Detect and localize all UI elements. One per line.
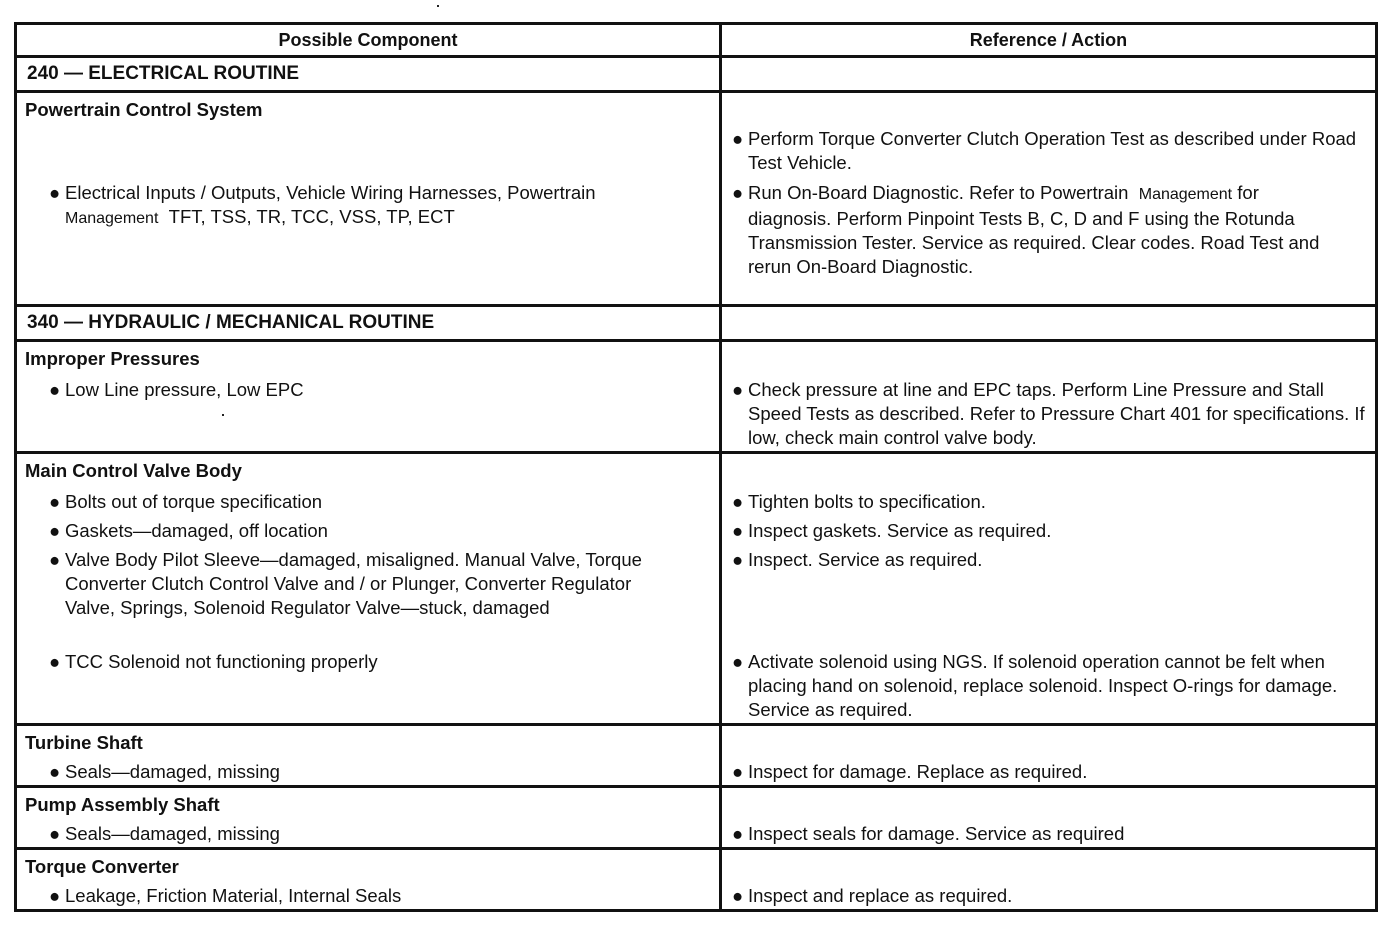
table-row-powertrain — [16, 92, 1377, 306]
component-cell — [16, 725, 721, 787]
header-reference-action: Reference / Action — [721, 24, 1377, 57]
component-item: ● TCC Solenoid not functioning properly — [49, 651, 378, 672]
empty-cell — [721, 306, 1377, 341]
table-row-turbine — [16, 725, 1377, 787]
component-item: ● Electrical Inputs / Outputs, Vehicle Wiring Harnesses, Powertrain Management TFT, TSS, TR, TCC, VSS, TP, ECT — [49, 182, 596, 227]
component-cell — [16, 92, 721, 306]
header-possible-component: Possible Component — [16, 24, 721, 57]
bullet-icon: ● — [49, 549, 61, 570]
action-item: ● Inspect for damage. Replace as required. — [732, 761, 1088, 782]
section-title-electrical: 240 — ELECTRICAL ROUTINE — [16, 57, 721, 92]
component-item: ● Valve Body Pilot Sleeve—damaged, misaligned. Manual Valve, Torque Converter Clutch Control Valve and / or Plunger, Converter Regulator Valve, Springs, Solenoid Regulator Valve—stuck, damaged — [49, 549, 642, 618]
table-row-converter — [16, 849, 1377, 911]
action-item: ● Run On-Board Diagnostic. Refer to Powertrain Management for diagnosis. Perform Pinpoint Tests B, C, D and F using the Rotunda Transmission Tester. Service as required. Clear codes. Road Test and rerun On-Board Diagnostic. — [732, 182, 1320, 277]
bullet-icon: ● — [732, 885, 744, 906]
bullet-icon: ● — [49, 520, 61, 541]
component-heading: Improper Pressures — [25, 348, 200, 369]
bullet-icon: ● — [49, 885, 61, 906]
component-item: ● Leakage, Friction Material, Internal Seals — [49, 885, 402, 906]
component-item: ● Bolts out of torque specification — [49, 491, 323, 512]
empty-cell — [721, 57, 1377, 92]
bullet-icon: ● — [732, 182, 744, 203]
component-item: ● Seals—damaged, missing — [49, 823, 280, 844]
action-cell — [721, 849, 1377, 911]
action-item: ● Inspect and replace as required. — [732, 885, 1013, 906]
component-heading: Main Control Valve Body — [25, 460, 242, 481]
component-cell — [16, 787, 721, 849]
bullet-icon: ● — [49, 823, 61, 844]
action-item: ● Tighten bolts to specification. — [732, 491, 986, 512]
action-item: ● Activate solenoid using NGS. If solenoid operation cannot be felt when placing hand on solenoid, replace solenoid. Inspect O-rings for damage. Service as required. — [732, 651, 1338, 720]
bullet-icon: ● — [49, 379, 61, 400]
bullet-icon: ● — [732, 549, 744, 570]
stray-mark — [222, 414, 224, 416]
bullet-icon: ● — [49, 761, 61, 782]
action-item: ● Check pressure at line and EPC taps. Perform Line Pressure and Stall Speed Tests as described. Refer to Pressure Chart 401 for specifications. If low, check main control valve body. — [732, 379, 1365, 448]
table-row-valve-body — [16, 453, 1377, 725]
action-cell — [721, 725, 1377, 787]
bullet-icon: ● — [732, 520, 744, 541]
bullet-icon: ● — [732, 651, 744, 672]
section-row-hydraulic — [16, 306, 1377, 341]
component-heading: Turbine Shaft — [25, 732, 143, 753]
stray-mark — [437, 5, 439, 7]
component-cell — [16, 849, 721, 911]
section-title-hydraulic: 340 — HYDRAULIC / MECHANICAL ROUTINE — [16, 306, 721, 341]
bullet-icon: ● — [49, 491, 61, 512]
component-heading: Powertrain Control System — [25, 99, 263, 120]
action-item: ● Inspect. Service as required. — [732, 549, 983, 570]
bullet-icon: ● — [49, 651, 61, 672]
action-cell — [721, 787, 1377, 849]
bullet-icon: ● — [732, 491, 744, 512]
action-item: ● Perform Torque Converter Clutch Operation Test as described under Road Test Vehicle. — [732, 128, 1357, 173]
bullet-icon: ● — [732, 823, 744, 844]
bullet-icon: ● — [732, 379, 744, 400]
component-heading: Pump Assembly Shaft — [25, 794, 220, 815]
bullet-icon: ● — [732, 761, 744, 782]
action-cell — [721, 453, 1377, 725]
table-row-pump — [16, 787, 1377, 849]
bullet-icon: ● — [732, 128, 744, 149]
component-cell — [16, 453, 721, 725]
component-item: ● Gaskets—damaged, off location — [49, 520, 328, 541]
section-row-electrical — [16, 57, 1377, 92]
component-heading: Torque Converter — [25, 856, 179, 877]
table-row-pressures — [16, 341, 1377, 453]
header-row — [16, 24, 1377, 57]
component-item: ● Seals—damaged, missing — [49, 761, 280, 782]
diagnosis-table — [14, 22, 1378, 912]
component-cell — [16, 341, 721, 453]
bullet-icon: ● — [49, 182, 61, 203]
component-item: ● Low Line pressure, Low EPC — [49, 379, 304, 400]
action-item: ● Inspect seals for damage. Service as required — [732, 823, 1125, 844]
action-item: ● Inspect gaskets. Service as required. — [732, 520, 1052, 541]
action-cell — [721, 92, 1377, 306]
action-cell — [721, 341, 1377, 453]
